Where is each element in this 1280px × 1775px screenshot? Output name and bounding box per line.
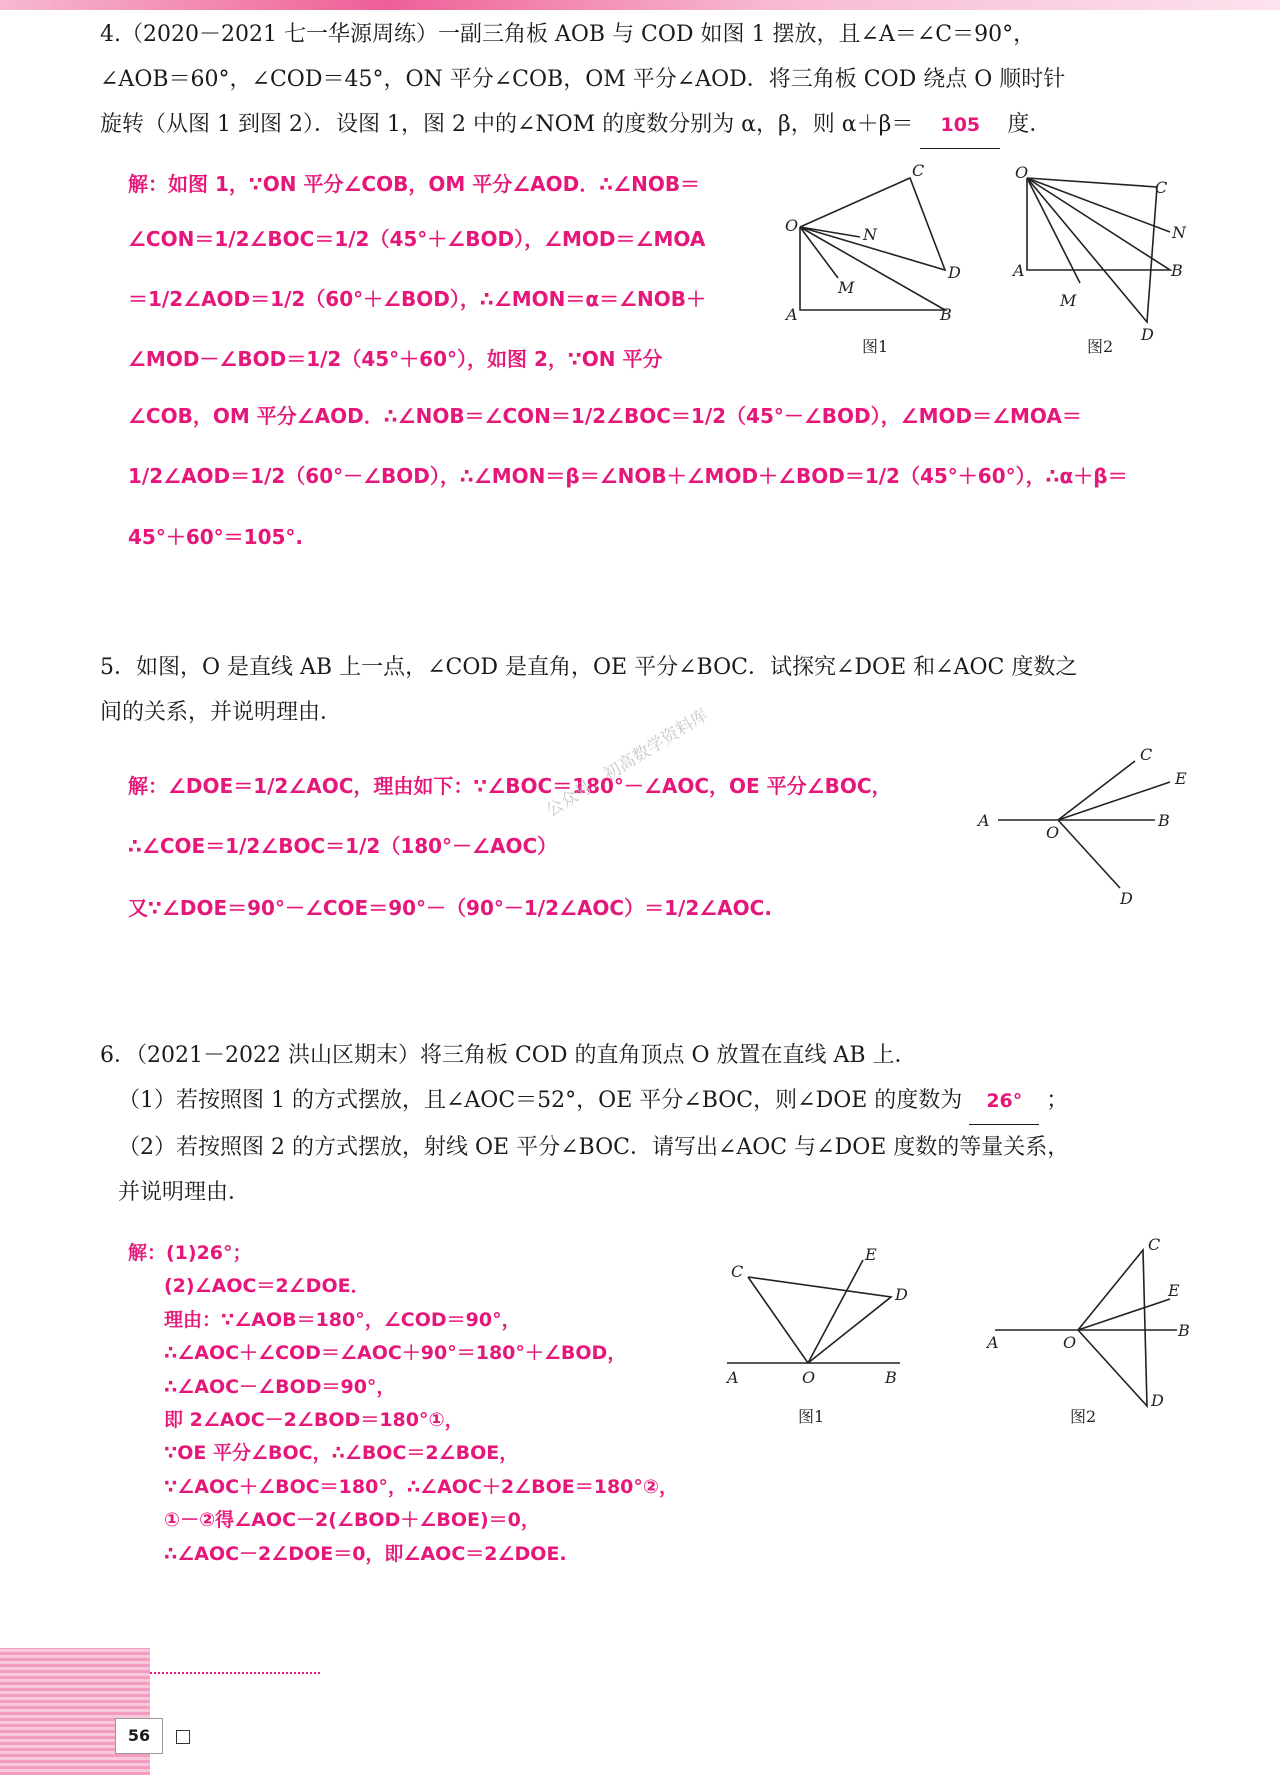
q4-line3-end: 度．	[1007, 112, 1052, 137]
q4-line2: ∠AOB＝60°，∠COD＝45°，ON 平分∠COB，OM 平分∠AOD．将三角板 COD 绕点 O 顺时针	[100, 67, 1066, 92]
fig-label: B	[885, 1368, 897, 1387]
footer-dotted-line	[150, 1672, 320, 1674]
q4-sol-line: 解：如图 1，∵ON 平分∠COB，OM 平分∠AOD．∴∠NOB＝	[128, 172, 701, 196]
q6-figure-2	[985, 1238, 1195, 1430]
fig-label: E	[865, 1245, 877, 1264]
question-4	[100, 12, 1200, 149]
fig-label: D	[1120, 889, 1133, 908]
question-5	[100, 645, 1200, 735]
q4-line3-text: 旋转（从图 1 到图 2）．设图 1，图 2 中的∠NOM 的度数分别为 α，β，则 α＋β＝	[100, 112, 914, 137]
q6-line3: （2）若按照图 2 的方式摆放，射线 OE 平分∠BOC．请写出∠AOC 与∠DOE 度数的等量关系，	[118, 1135, 1070, 1160]
q4-line3	[100, 102, 1200, 149]
question-6	[100, 1033, 1200, 1215]
fig-caption: 图1	[862, 337, 889, 356]
q6-sol-line: ∵∠AOC＋∠BOC＝180°，∴∠AOC＋2∠BOE＝180°②，	[164, 1476, 678, 1498]
fig-label: E	[1175, 769, 1187, 788]
fig-label: C	[912, 161, 925, 180]
fig-label: N	[863, 225, 877, 244]
fig-label: M	[838, 278, 855, 297]
q5-sol-line: ∴∠COE＝1/2∠BOC＝1/2（180°－∠AOC）	[128, 834, 558, 858]
q6-sol-line: (2)∠AOC＝2∠DOE．	[164, 1275, 370, 1297]
fig-caption: 图2	[1070, 1407, 1097, 1426]
page-number: 56	[115, 1718, 163, 1754]
fig-label: N	[1172, 223, 1186, 242]
q4-figure-1	[780, 160, 980, 360]
fig-label: O	[1015, 163, 1029, 182]
q4-figure-2	[1005, 160, 1205, 360]
q4-line1: 4.（2020－2021 七一华源周练）一副三角板 AOB 与 COD 如图 1 摆放，且∠A＝∠C＝90°，	[100, 22, 1036, 47]
fig-label: B	[1171, 261, 1183, 280]
q6-sol-line: ∴∠AOC＋∠COD＝∠AOC＋90°＝180°＋∠BOD，	[164, 1342, 627, 1364]
q4-answer-blank: 105	[920, 103, 1000, 149]
fig-label: O	[802, 1368, 816, 1387]
q6-sol-line: ①－②得∠AOC－2(∠BOD＋∠BOE)＝0，	[164, 1509, 540, 1531]
fig-label: C	[1148, 1238, 1161, 1254]
fig-label: C	[731, 1262, 744, 1281]
fig-label: A	[727, 1368, 739, 1387]
fig-label: C	[1155, 178, 1168, 197]
watermark: 公众号：初高数学资料库	[542, 705, 712, 822]
q6-sol-line: ∴∠AOC－2∠DOE＝0，即∠AOC＝2∠DOE.	[164, 1543, 567, 1565]
fig-label: D	[1141, 325, 1154, 344]
fig-label: O	[1063, 1333, 1077, 1352]
q4-sol-line: 1/2∠AOD＝1/2（60°－∠BOD），∴∠MON＝β＝∠NOB＋∠MOD＋∠BOD＝1/2（45°＋60°），∴α＋β＝	[128, 464, 1128, 488]
fig-caption: 图1	[798, 1407, 825, 1426]
q6-line2	[100, 1078, 1200, 1125]
fig-label: D	[1151, 1391, 1164, 1410]
q4-sol-line: ∠MOD－∠BOD＝1/2（45°＋60°），如图 2，∵ON 平分	[128, 347, 663, 371]
q6-sol-line: 解：(1)26°；	[128, 1242, 252, 1264]
fig-label: O	[1046, 823, 1060, 842]
fig-label: O	[785, 216, 799, 235]
q5-figure	[970, 740, 1200, 910]
q6-sol-line: ∴∠AOC－∠BOD＝90°，	[164, 1376, 396, 1398]
q5-sol-line: 解：∠DOE＝1/2∠AOC，理由如下：∵∠BOC＝180°－∠AOC，OE 平分∠BOC，	[128, 774, 892, 798]
q4-sol-line: ＝1/2∠AOD＝1/2（60°＋∠BOD），∴∠MON＝α＝∠NOB＋	[128, 287, 707, 311]
footer-decorative-bar	[0, 1648, 150, 1775]
q6-sol-line: ∵OE 平分∠BOC，∴∠BOC＝2∠BOE，	[164, 1442, 519, 1464]
fig-label: D	[948, 263, 961, 282]
fig-label: B	[940, 305, 952, 324]
fig-label: C	[1140, 745, 1153, 764]
q6-figure-1	[715, 1245, 930, 1430]
fig-label: A	[786, 305, 798, 324]
q6-line2-end: ；	[1046, 1088, 1069, 1113]
q6-line4: 并说明理由．	[118, 1180, 251, 1205]
fig-label: D	[895, 1285, 908, 1304]
q5-line2: 间的关系，并说明理由．	[100, 700, 343, 725]
fig-caption: 图2	[1087, 337, 1114, 356]
q4-sol-line: ∠CON＝1/2∠BOC＝1/2（45°＋∠BOD），∠MOD＝∠MOA	[128, 227, 706, 251]
fig-label: A	[987, 1333, 999, 1352]
q6-sol-line: 即 2∠AOC－2∠BOD＝180°①，	[164, 1409, 464, 1431]
page-square-icon	[176, 1730, 190, 1744]
q6-line1: 6．（2021－2022 洪山区期末）将三角板 COD 的直角顶点 O 放置在直线 AB 上．	[100, 1043, 917, 1068]
fig-label: B	[1178, 1321, 1190, 1340]
q5-line1: 5．如图，O 是直线 AB 上一点，∠COD 是直角，OE 平分∠BOC．试探究∠DOE 和∠AOC 度数之	[100, 655, 1078, 680]
q4-sol-line: 45°＋60°＝105°.	[128, 525, 304, 549]
q6-line2-text: （1）若按照图 1 的方式摆放，且∠AOC＝52°，OE 平分∠BOC，则∠DOE 的度数为	[118, 1088, 963, 1113]
fig-label: A	[1013, 261, 1025, 280]
top-decorative-bar	[0, 0, 1280, 10]
fig-label: M	[1060, 291, 1077, 310]
q6-answer-blank: 26°	[969, 1079, 1039, 1125]
q6-sol-line: 理由：∵∠AOB＝180°，∠COD＝90°，	[164, 1309, 521, 1331]
fig-label: B	[1158, 811, 1170, 830]
q5-sol-line: 又∵∠DOE＝90°－∠COE＝90°－（90°－1/2∠AOC）＝1/2∠AOC.	[128, 896, 772, 920]
fig-label: E	[1168, 1281, 1180, 1300]
fig-label: A	[978, 811, 990, 830]
q4-sol-line: ∠COB，OM 平分∠AOD．∴∠NOB＝∠CON＝1/2∠BOC＝1/2（45°－∠BOD），∠MOD＝∠MOA＝	[128, 404, 1082, 428]
